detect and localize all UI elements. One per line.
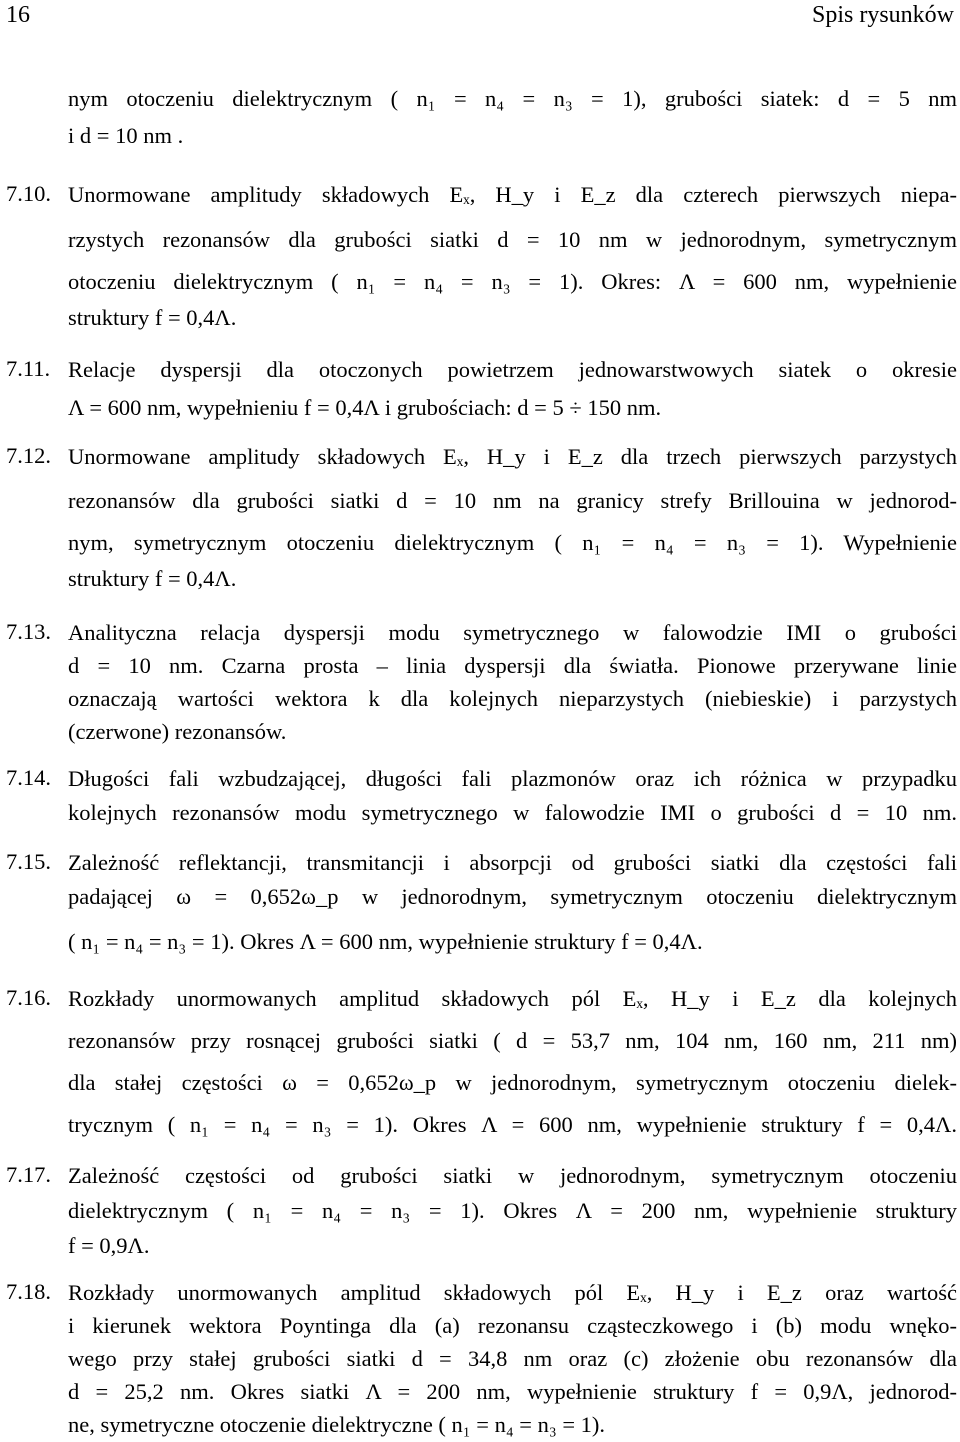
entry-line: rezonansów dla grubości siatki d = 10 nm na granicy strefy Brillouina w jednorod- (68, 488, 957, 513)
entry-line: Rozkłady unormowanych amplitud składowych pól Eₓ, H_y i E_z dla kolejnych (68, 986, 957, 1011)
entry-line: struktury f = 0,4Λ. (68, 566, 237, 591)
entry-line: oznaczają wartości wektora k dla kolejnych nieparzystych (niebieskie) i parzystych (68, 686, 957, 711)
entry-number: 7.10. (6, 181, 51, 206)
entry-line: kolejnych rezonansów modu symetrycznego w falowodzie IMI o grubości d = 10 nm. (68, 800, 957, 825)
entry-line: nym, symetrycznym otoczeniu dielektrycznym ( n₁ = n₄ = n₃ = 1). Wypełnienie (68, 530, 957, 555)
entry-line: wego przy stałej grubości siatki d = 34,8 nm oraz (c) złożenie obu rezonansów dla (68, 1346, 957, 1371)
entry-line: (czerwone) rezonansów. (68, 719, 287, 744)
section-title: Spis rysunków (811, 2, 954, 28)
entry-line: struktury f = 0,4Λ. (68, 305, 237, 330)
entry-line: padającej ω = 0,652ω_p w jednorodnym, symetrycznym otoczeniu dielektrycznym (68, 884, 957, 909)
entry-line: Λ = 600 nm, wypełnieniu f = 0,4Λ i grubościach: d = 5 ÷ 150 nm. (68, 395, 662, 420)
entry-line: trycznym ( n₁ = n₄ = n₃ = 1). Okres Λ = 600 nm, wypełnienie struktury f = 0,4Λ. (68, 1112, 957, 1137)
entry-line: rezonansów przy rosnącej grubości siatki ( d = 53,7 nm, 104 nm, 160 nm, 211 nm) (68, 1028, 957, 1053)
entry-line: Unormowane amplitudy składowych Eₓ, H_y i E_z dla czterech pierwszych niepa- (68, 182, 957, 207)
entry-line: Rozkłady unormowanych amplitud składowych pól Eₓ, H_y i E_z oraz wartość (68, 1280, 957, 1305)
entry-number: 7.11. (6, 356, 51, 381)
entry-line: Zależność częstości od grubości siatki w jednorodnym, symetrycznym otoczeniu (68, 1163, 957, 1188)
entry-number: 7.16. (6, 985, 51, 1010)
entry-line: otoczeniu dielektrycznym ( n₁ = n₄ = n₃ = 1). Okres: Λ = 600 nm, wypełnienie (68, 269, 957, 294)
entry-line: d = 10 nm. Czarna prosta – linia dyspersji dla światła. Pionowe przerywane linie (68, 653, 957, 678)
entry-line: Długości fali wzbudzającej, długości fali plazmonów oraz ich różnica w przypadku (68, 766, 957, 791)
page-number: 16 (6, 2, 30, 28)
entry-line: f = 0,9Λ. (68, 1233, 150, 1258)
entry-line: rzystych rezonansów dla grubości siatki d = 10 nm w jednorodnym, symetrycznym (68, 227, 957, 252)
entry-number: 7.18. (6, 1279, 51, 1304)
entry-line: Analityczna relacja dyspersji modu symetrycznego w falowodzie IMI o grubości (68, 620, 957, 645)
entry-line: dla stałej częstości ω = 0,652ω_p w jednorodnym, symetrycznym otoczeniu dielek- (68, 1070, 957, 1095)
entry-line: dielektrycznym ( n₁ = n₄ = n₃ = 1). Okres Λ = 200 nm, wypełnienie struktury (68, 1198, 957, 1223)
entry-number: 7.12. (6, 443, 51, 468)
entry-line: nym otoczeniu dielektrycznym ( n₁ = n₄ = n₃ = 1), grubości siatek: d = 5 nm (68, 86, 957, 111)
entry-line: d = 25,2 nm. Okres siatki Λ = 200 nm, wypełnienie struktury f = 0,9Λ, jednorod- (68, 1379, 957, 1404)
entry-number: 7.17. (6, 1162, 51, 1187)
page-header (6, 2, 954, 34)
entry-line: i d = 10 nm . (68, 123, 184, 148)
entry-number: 7.13. (6, 619, 51, 644)
entry-line: ( n₁ = n₄ = n₃ = 1). Okres Λ = 600 nm, wypełnienie struktury f = 0,4Λ. (68, 929, 703, 954)
entry-line: ne, symetryczne otoczenie dielektryczne ( n₁ = n₄ = n₃ = 1). (68, 1412, 606, 1437)
entry-line: i kierunek wektora Poyntinga dla (a) rezonansu cząsteczkowego i (b) modu wnęko- (68, 1313, 957, 1338)
entry-line: Relacje dyspersji dla otoczonych powietrzem jednowarstwowych siatek o okresie (68, 357, 957, 382)
entry-line: Zależność reflektancji, transmitancji i absorpcji od grubości siatki dla częstości fali (68, 850, 957, 875)
entry-number: 7.14. (6, 765, 51, 790)
entry-line: Unormowane amplitudy składowych Eₓ, H_y i E_z dla trzech pierwszych parzystych (68, 444, 957, 469)
entry-number: 7.15. (6, 849, 51, 874)
